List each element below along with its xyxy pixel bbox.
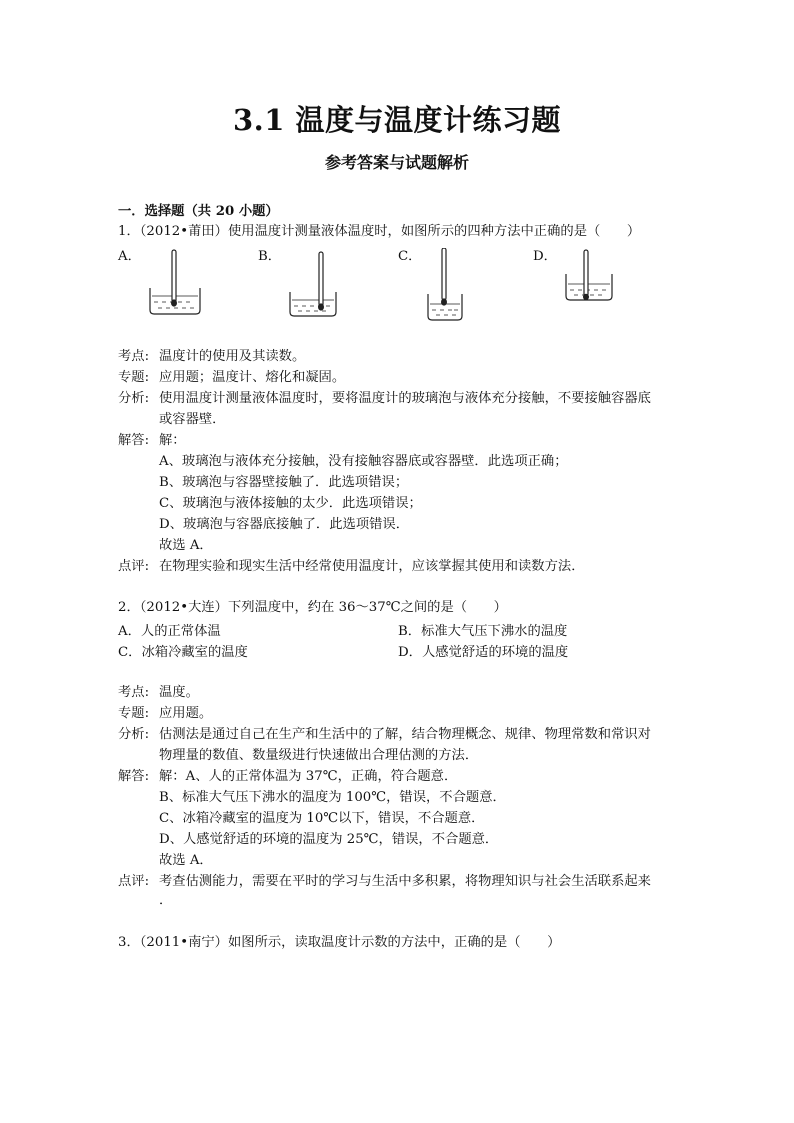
q2-stem: 2．（2012•大连）下列温度中，约在 36～37℃之间的是（ ） [118, 600, 507, 615]
q2-fenxi-cont: 物理量的数值、数量级进行快速做出合理估测的方法． [159, 748, 479, 763]
q2-option-b: B．标准大气压下沸水的温度 [398, 624, 568, 639]
q2-dianping: 点评: 考查估测能力，需要在平时的学习与生活中多积累，将物理知识与社会生活联系起来 [118, 874, 651, 889]
q1-jieda-line: B、玻璃泡与容器壁接触了．此选项错误； [159, 475, 409, 490]
q1-dianping: 点评: 在物理实验和现实生活中经常使用温度计，应该掌握其使用和读数方法． [118, 559, 585, 574]
q1-jieda-line: 故选 A． [159, 538, 213, 553]
q1-option-d-letter: D． [533, 249, 557, 264]
q2-kaodian: 考点: 温度。 [118, 685, 199, 700]
page-subtitle: 参考答案与试题解析 [324, 153, 469, 172]
q1-fenxi: 分析: 使用温度计测量液体温度时，要将温度计的玻璃泡与液体充分接触，不要接触容器底 [118, 391, 651, 406]
beaker-d-figure [560, 248, 620, 308]
q1-option-c-letter: C． [398, 249, 422, 264]
q1-jieda-line: A、玻璃泡与液体充分接触，没有接触容器底或容器壁．此选项正确； [159, 454, 568, 469]
q1-jieda: 解答: 解： [118, 433, 186, 448]
q2-jieda-line: 故选 A． [159, 853, 213, 868]
q2-fenxi: 分析: 估测法是通过自己在生产和生活中的了解，结合物理概念、规律、物理常数和常识对 [118, 727, 651, 742]
q2-jieda-line: B、标准大气压下沸水的温度为 100℃，错误，不合题意． [159, 790, 506, 805]
q2-option-c: C．冰箱冷藏室的温度 [118, 645, 248, 660]
q1-jieda-line: D、玻璃泡与容器底接触了．此选项错误． [159, 517, 410, 532]
q2-jieda: 解答: 解：A、人的正常体温为 37℃，正确，符合题意． [118, 769, 458, 784]
q2-jieda-line: D、人感觉舒适的环境的温度为 25℃，错误，不合题意． [159, 832, 499, 847]
section-heading: 一．选择题（共 20 小题） [118, 204, 279, 219]
q1-option-b-letter: B． [258, 249, 282, 264]
page-title: 3.1 温度与温度计练习题 [232, 103, 562, 137]
q1-fenxi-cont: 或容器壁． [159, 412, 226, 427]
q3-stem: 3．（2011•南宁）如图所示，读取温度计示数的方法中，正确的是（ ） [118, 935, 561, 950]
q2-option-a: A．人的正常体温 [118, 624, 221, 639]
q1-thermometer-figure [140, 248, 540, 324]
q2-option-d: D．人感觉舒适的环境的温度 [398, 645, 569, 660]
beaker-b-icon [290, 252, 336, 316]
q1-kaodian: 考点: 温度计的使用及其读数。 [118, 349, 306, 364]
q2-zhuanti: 专题: 应用题。 [118, 706, 213, 721]
beaker-a-icon [150, 250, 200, 314]
q1-zhuanti: 专题: 应用题；温度计、熔化和凝固。 [118, 370, 346, 385]
q1-option-a-letter: A． [118, 249, 141, 264]
q1-stem: 1．（2012•莆田）使用温度计测量液体温度时，如图所示的四种方法中正确的是（ ） [118, 224, 641, 239]
q2-dianping-cont: ． [159, 893, 173, 908]
q1-jieda-line: C、玻璃泡与液体接触的太少．此选项错误； [159, 496, 422, 511]
q2-jieda-line: C、冰箱冷藏室的温度为 10℃以下，错误，不合题意． [159, 811, 485, 826]
beaker-c-icon [428, 248, 462, 320]
